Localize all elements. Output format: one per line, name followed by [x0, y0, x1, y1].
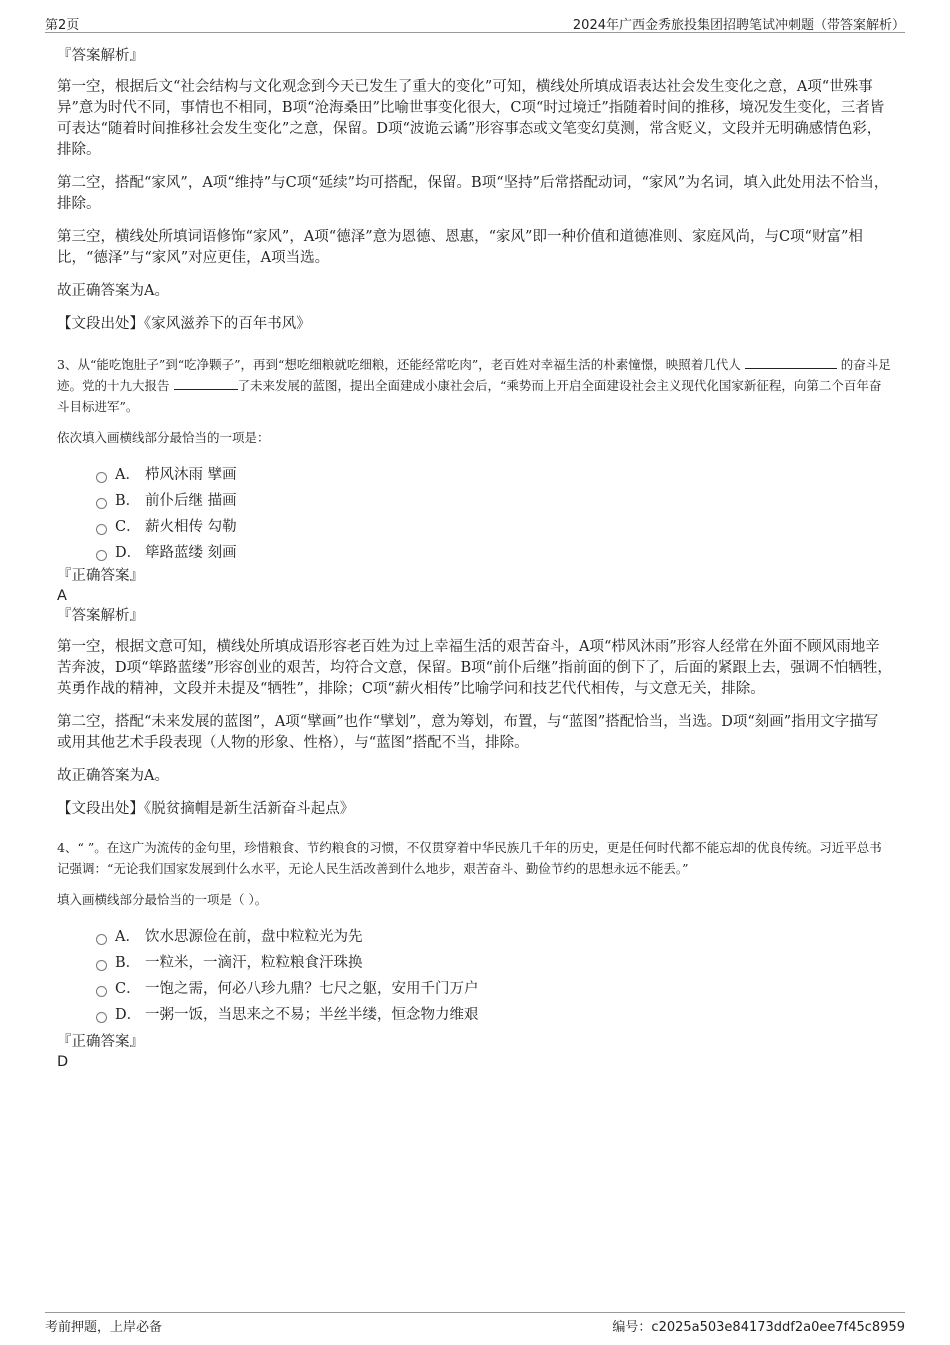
option-letter: C． [115, 981, 141, 997]
analysis-paragraph: 第二空，搭配“未来发展的蓝图”，A项“擘画”也作“擘划”，意为筹划，布置，与“蓝图”搭配恰当，当选。D项“刻画”指用文字描写或用其他艺术手段表现（人物的形象、性格），与“蓝图”搭配不当，排除。 [57, 714, 879, 751]
footer-slogan: 考前押题，上岸必备 [45, 1320, 163, 1335]
radio-button-icon[interactable] [96, 498, 107, 509]
conclusion: 故正确答案为A。 [57, 768, 169, 784]
conclusion: 故正确答案为A。 [57, 283, 169, 299]
answer-option[interactable] [57, 924, 892, 950]
analysis-paragraph: 第一空，根据后文“社会结构与文化观念到今天已发生了重大的变化”可知，横线处所填成语表达社会发生变化之意，A项“世殊事异”意为时代不同，事情也不相同，B项“沧海桑田”比喻世事变化很大，C项“时过境迁”指随着时间的推移，境况发生变化，三者皆可表达“随着时间推移社会发生变化”之意，保留。D项“波诡云谲”形容事态或文笔变幻莫测，常含贬义，文段并无明确感情色彩，排除。 [57, 79, 885, 158]
option-letter: D． [115, 545, 142, 561]
analysis-paragraph: 第二空，搭配“家风”，A项“维持”与C项“延续”均可搭配，保留。B项“坚持”后常搭配动词，“家风”为名词，填入此处用法不恰当，排除。 [57, 175, 889, 212]
option-text: 筚路蓝缕 刻画 [145, 545, 237, 561]
radio-button-icon[interactable] [96, 986, 107, 997]
radio-button-icon[interactable] [96, 472, 107, 483]
option-text: 一粒米，一滴汗，粒粒粮食汗珠换 [145, 955, 363, 971]
passage-source: 【文段出处】《脱贫摘帽是新生活新奋斗起点》 [57, 801, 355, 817]
question-instruction: 填入画横线部分最恰当的一项是（ ）。 [57, 892, 268, 907]
stem-text: 的奋斗足迹。党的十九大报告 [57, 357, 891, 393]
radio-button-icon[interactable] [96, 960, 107, 971]
option-letter: B． [115, 493, 141, 509]
question-stem: 4、“ ”。在这广为流传的金句里，珍惜粮食、节约粮食的习惯，不仅贯穿着中华民族几千年的历史，更是任何时代都不能忘却的优良传统。习近平总书记强调：“无论我们国家发展到什么水平，无论人民生活改善到什么地步，艰苦奋斗、勤俭节约的思想永远不能丢。” [57, 840, 882, 876]
option-letter: D． [115, 1007, 142, 1023]
page-content [57, 46, 892, 1072]
answer-option[interactable] [57, 976, 892, 1002]
document-code [612, 1316, 905, 1335]
fill-blank [174, 376, 238, 390]
page-footer [45, 1312, 905, 1337]
option-text: 薪火相传 勾勒 [145, 519, 237, 535]
option-letter: A． [115, 929, 140, 945]
question-instruction: 依次填入画横线部分最恰当的一项是： [57, 430, 270, 445]
fill-blank [745, 355, 837, 369]
correct-answer: A [57, 588, 67, 604]
document-title: 2024年广西金秀旅投集团招聘笔试冲刺题（带答案解析） [572, 18, 905, 33]
option-list [57, 462, 892, 566]
code-value: c2025a503e84173ddf2a0ee7f45c8959 [651, 1320, 905, 1335]
analysis-heading: 『答案解析』 [57, 48, 144, 64]
stem-text: 3、从“能吃饱肚子”到“吃净颗子”，再到“想吃细粮就吃细粮，还能经常吃肉”，老百姓对幸福生活的朴素憧憬，映照着几代人 [57, 357, 741, 372]
radio-button-icon[interactable] [96, 550, 107, 561]
answer-option[interactable] [57, 488, 892, 514]
answer-heading: 『正确答案』 [57, 568, 144, 584]
option-text: 一粥一饭，当思来之不易；半丝半缕，恒念物力维艰 [145, 1007, 479, 1023]
answer-option[interactable] [57, 1002, 892, 1028]
option-text: 栉风沐雨 擘画 [145, 467, 237, 483]
page-header [45, 14, 905, 33]
page-number: 第2页 [45, 18, 80, 33]
question-stem [57, 354, 892, 417]
option-list [57, 924, 892, 1028]
radio-button-icon[interactable] [96, 934, 107, 945]
option-letter: B． [115, 955, 141, 971]
code-label: 编号： [612, 1320, 652, 1335]
option-letter: A． [115, 467, 140, 483]
stem-text: 了未来发展的蓝图，提出全面建成小康社会后，“乘势而上开启全面建设社会主义现代化国家新征程，向第二个百年奋斗目标进军”。 [57, 378, 882, 414]
correct-answer: D [57, 1054, 69, 1070]
passage-source: 【文段出处】《家风滋养下的百年书风》 [57, 316, 311, 332]
answer-option[interactable] [57, 540, 892, 566]
radio-button-icon[interactable] [96, 1012, 107, 1023]
analysis-heading: 『答案解析』 [57, 608, 144, 624]
radio-button-icon[interactable] [96, 524, 107, 535]
option-text: 前仆后继 描画 [145, 493, 237, 509]
answer-option[interactable] [57, 462, 892, 488]
option-text: 一饱之需，何必八珍九鼎？七尺之躯，安用千门万户 [145, 981, 479, 997]
answer-option[interactable] [57, 514, 892, 540]
answer-heading: 『正确答案』 [57, 1034, 144, 1050]
analysis-paragraph: 第一空，根据文意可知，横线处所填成语形容老百姓为过上幸福生活的艰苦奋斗，A项“栉风沐雨”形容人经常在外面不顾风雨地辛苦奔波，D项“筚路蓝缕”形容创业的艰苦，均符合文意，保留。B项“前仆后继”指前面的倒下了，后面的紧跟上去，强调不怕牺牲，英勇作战的精神，文段并未提及“牺牲”，排除；C项“薪火相传”比喻学问和技艺代代相传，与文意无关，排除。 [57, 639, 892, 697]
option-letter: C． [115, 519, 141, 535]
option-text: 饮水思源俭在前，盘中粒粒光为先 [145, 929, 363, 945]
answer-option[interactable] [57, 950, 892, 976]
analysis-paragraph: 第三空，横线处所填词语修饰“家风”，A项“德泽”意为恩德、恩惠，“家风”即一种价值和道德准则、家庭风尚，与C项“财富”相比，“德泽”与“家风”对应更佳，A项当选。 [57, 229, 863, 266]
